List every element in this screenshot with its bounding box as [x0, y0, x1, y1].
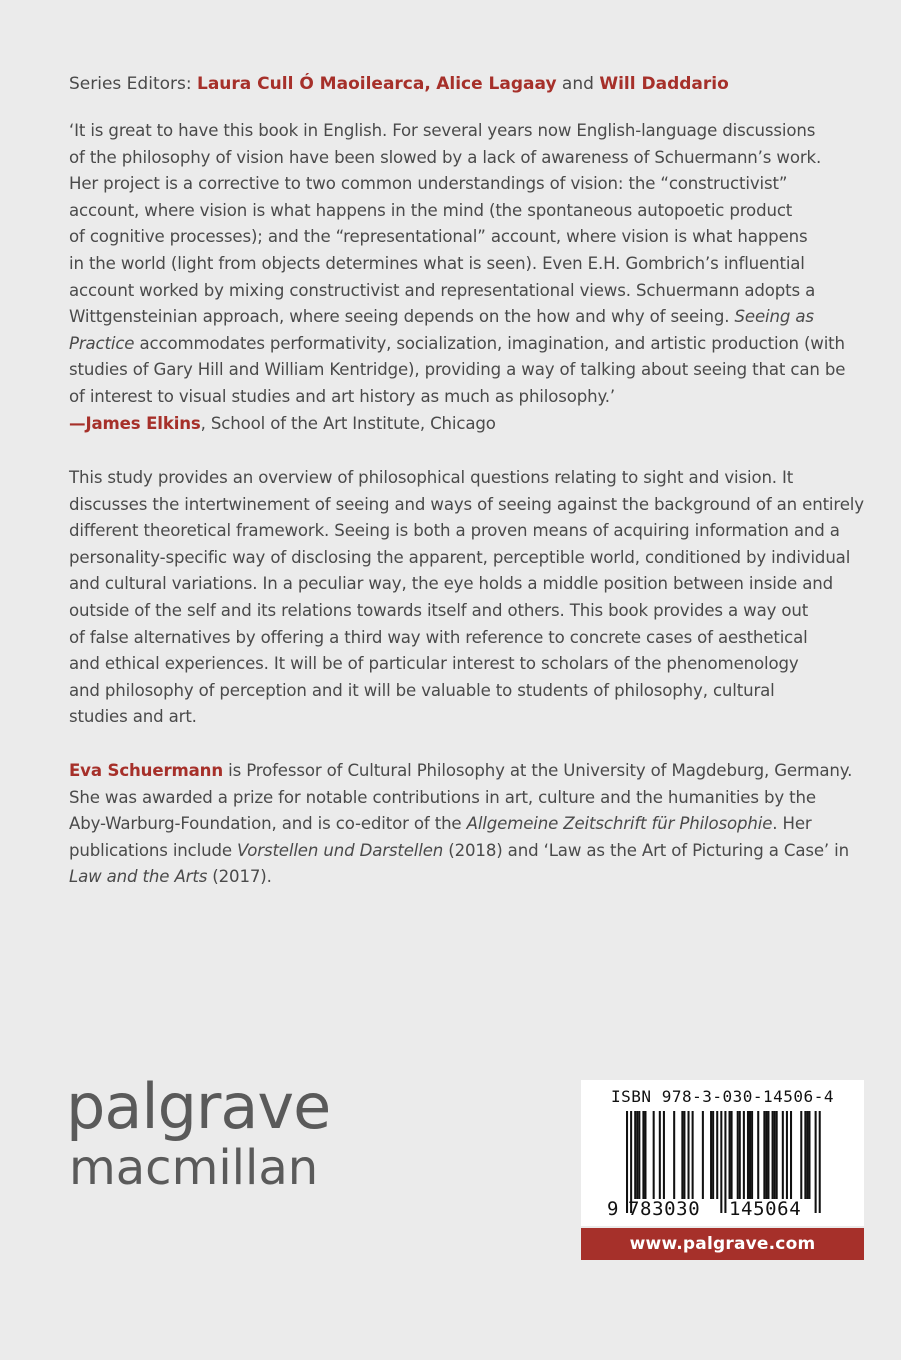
bio-line: [69, 758, 869, 785]
barcode-bar: [749, 1111, 751, 1199]
book-description: [69, 465, 869, 731]
book-title-part: Practice: [69, 333, 135, 353]
barcode-digits-left: 783030: [628, 1198, 701, 1220]
barcode-bar: [642, 1111, 644, 1199]
author-bio: [69, 758, 869, 891]
barcode-bar: [653, 1111, 655, 1199]
barcode-digit-lead: 9: [607, 1198, 619, 1220]
description-line: and cultural variations. In a peculiar way, the eye holds a middle position between inside and: [69, 574, 833, 594]
barcode-bar: [638, 1111, 640, 1199]
barcode-digits-right: 145064: [729, 1198, 802, 1220]
barcode-digits: [581, 1198, 864, 1222]
bio-line: [69, 811, 869, 838]
description-line: This study provides an overview of philosophical questions relating to sight and vision. It: [69, 468, 794, 487]
isbn-barcode: [581, 1080, 864, 1226]
description-line: and philosophy of perception and it will be valuable to students of philosophy, cultural: [69, 680, 775, 700]
barcode-bar: [681, 1111, 683, 1199]
author-name: Eva Schuermann: [69, 761, 223, 780]
barcode-bar: [747, 1111, 749, 1199]
description-line: studies and art.: [69, 707, 197, 727]
series-editor-1: Laura Cull Ó Maoilearca,: [196, 74, 431, 94]
description-line: discusses the intertwinement of seeing and ways of seeing against the background of an entirely: [69, 494, 864, 514]
quote-line: of cognitive processes); and the “representational” account, where vision is what happens: [69, 227, 808, 247]
quote-text: Wittgensteinian approach, where seeing depends on the how and why of seeing.: [69, 307, 735, 327]
publication-title: Vorstellen und Darstellen: [237, 840, 444, 860]
isbn-label: ISBN 978-3-030-14506-4: [611, 1087, 834, 1106]
series-editors-and: and: [556, 74, 600, 94]
quote-line: ‘It is great to have this book in English. For several years now English-language discussions: [69, 121, 816, 140]
barcode-bar: [765, 1111, 767, 1199]
bio-line: [69, 864, 869, 891]
barcode-bar: [808, 1111, 810, 1199]
quote-line: studies of Gary Hill and William Kentridge), providing a way of talking about seeing that can be: [69, 360, 846, 380]
barcode-bar: [751, 1111, 753, 1199]
bio-line: [69, 838, 869, 865]
barcode-bar: [659, 1111, 661, 1199]
bio-text: is Professor of Cultural Philosophy at the University of Magdeburg, Germany.: [223, 761, 853, 780]
barcode-bar: [729, 1111, 731, 1199]
barcode-bar: [767, 1111, 769, 1199]
book-title-part: Seeing as: [734, 307, 814, 327]
barcode-bar: [739, 1111, 741, 1199]
bio-text: (2018) and ‘Law as the Art of Picturing a Case’ in: [443, 840, 849, 860]
barcode-bar: [634, 1111, 636, 1199]
bio-text: . Her: [772, 814, 812, 834]
barcode-bar: [806, 1111, 808, 1199]
barcode-bar: [688, 1111, 690, 1199]
endorsement-quote: [69, 118, 869, 437]
description-line: outside of the self and its relations towards itself and others. This book provides a way out: [69, 600, 809, 620]
barcode-bar: [636, 1111, 638, 1199]
barcode-bar: [712, 1111, 714, 1199]
quote-line: [69, 304, 869, 331]
barcode-bar: [774, 1111, 776, 1199]
barcode-bar: [731, 1111, 733, 1199]
barcode-bar: [737, 1111, 739, 1199]
barcode-bar: [782, 1111, 784, 1199]
attribution-affiliation: , School of the Art Institute, Chicago: [200, 413, 496, 433]
barcode-bar: [743, 1111, 745, 1199]
attribution-name: —James Elkins: [69, 413, 201, 433]
barcode-bar: [644, 1111, 646, 1199]
barcode-bar: [710, 1111, 712, 1199]
publisher-logo: [66, 1072, 366, 1194]
description-line: different theoretical framework. Seeing is both a proven means of acquiring information and a: [69, 521, 840, 541]
quote-line: of the philosophy of vision have been slowed by a lack of awareness of Schuermann’s work.: [69, 147, 822, 167]
barcode-bar: [790, 1111, 792, 1199]
quote-attribution: [69, 411, 869, 438]
quote-line: in the world (light from objects determines what is seen). Even E.H. Gombrich’s influential: [69, 253, 805, 273]
bio-text: Aby-Warburg-Foundation, and is co-editor of the: [69, 814, 467, 834]
logo-word-palgrave: palgrave: [66, 1070, 331, 1143]
barcode-bar: [757, 1111, 759, 1199]
barcode-bar: [663, 1111, 665, 1199]
bio-line: She was awarded a prize for notable contributions in art, culture and the humanities by the: [69, 787, 816, 807]
bio-text: publications include: [69, 840, 238, 860]
barcode-bar: [683, 1111, 685, 1199]
publisher-website[interactable]: www.palgrave.com: [581, 1228, 864, 1260]
quote-line: [69, 331, 869, 358]
barcode-bar: [763, 1111, 765, 1199]
series-editors-label: Series Editors:: [69, 74, 197, 94]
barcode-bar: [776, 1111, 778, 1199]
barcode-bar: [702, 1111, 704, 1199]
series-editors-line: [69, 72, 869, 96]
quote-line: account worked by mixing constructivist and representational views. Schuermann adopts a: [69, 280, 816, 300]
quote-line: account, where vision is what happens in the mind (the spontaneous autopoetic product: [69, 200, 793, 220]
barcode-bar: [772, 1111, 774, 1199]
logo-word-macmillan: macmillan: [69, 1140, 319, 1196]
quote-line: Her project is a corrective to two common understandings of vision: the “constructivist”: [69, 174, 788, 194]
barcode-bar: [673, 1111, 675, 1199]
series-editor-3: Will Daddario: [599, 74, 729, 94]
barcode-bar: [716, 1111, 718, 1199]
series-editor-2: Alice Lagaay: [436, 74, 557, 94]
barcode-bar: [692, 1111, 694, 1199]
description-line: and ethical experiences. It will be of particular interest to scholars of the phenomenology: [69, 654, 799, 674]
barcode-bar: [804, 1111, 806, 1199]
description-line: of false alternatives by offering a third way with reference to concrete cases of aesthetical: [69, 627, 808, 647]
barcode-bar: [786, 1111, 788, 1199]
description-line: personality-specific way of disclosing the apparent, perceptible world, conditioned by individual: [69, 547, 851, 567]
bio-text: (2017).: [207, 867, 272, 887]
journal-title: Allgemeine Zeitschrift für Philosophie: [466, 814, 773, 834]
barcode-bar: [800, 1111, 802, 1199]
quote-text: accommodates performativity, socialization, imagination, and artistic production (with: [134, 333, 845, 353]
quote-line: of interest to visual studies and art history as much as philosophy.’: [69, 386, 616, 406]
publication-title: Law and the Arts: [69, 867, 208, 887]
